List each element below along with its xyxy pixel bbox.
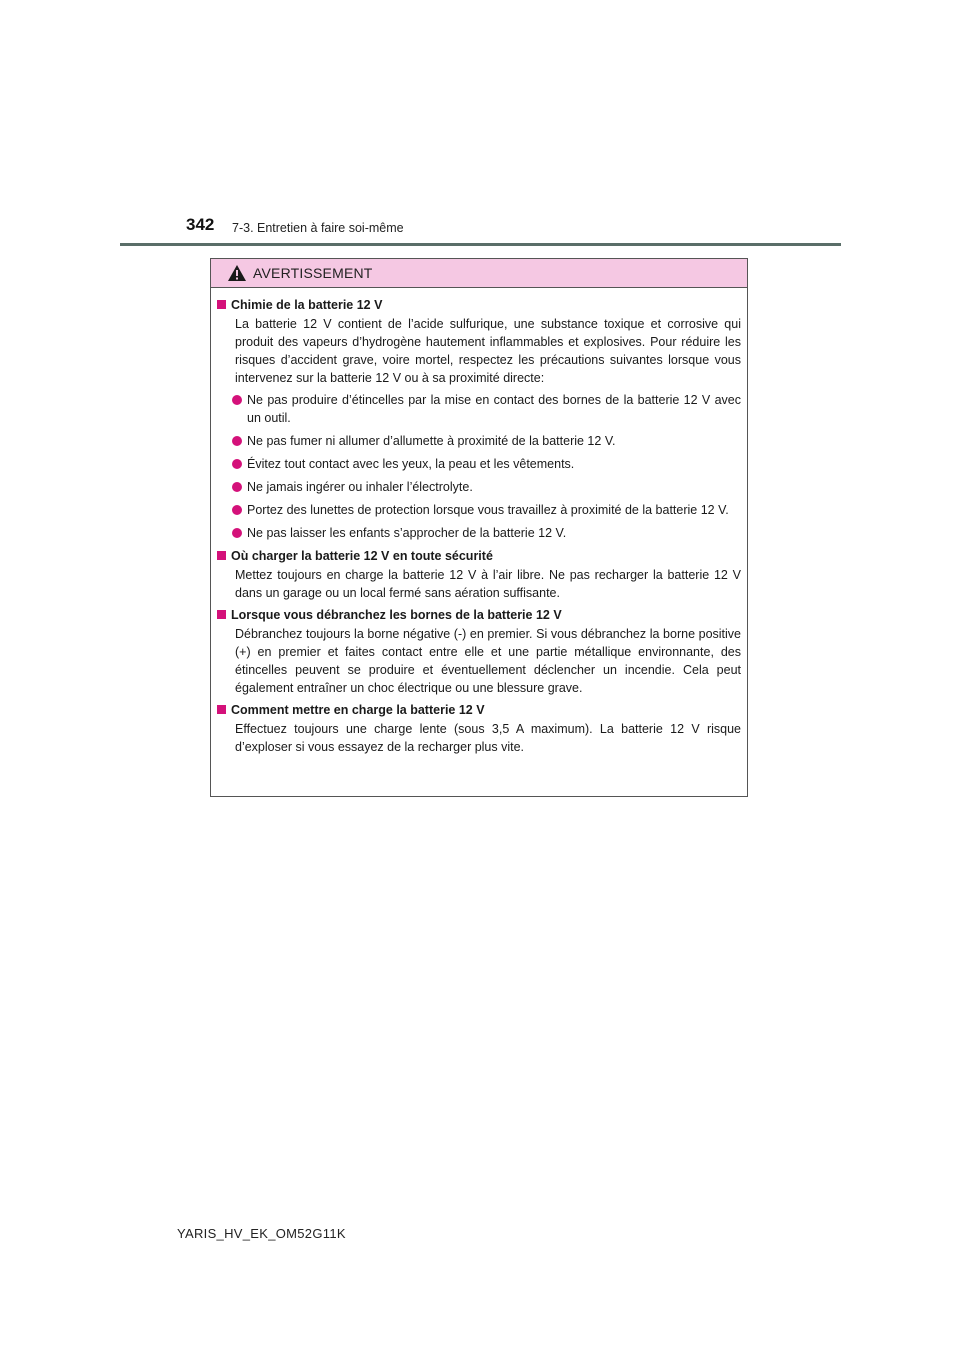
- item-heading: [217, 547, 741, 565]
- square-bullet-icon: [217, 705, 226, 714]
- list-item-text: Portez des lunettes de protection lorsque vous travaillez à proximité de la batterie 12 V.: [247, 503, 729, 517]
- list-item: [232, 501, 741, 519]
- section-title: 7-3. Entretien à faire soi-même: [232, 221, 404, 235]
- item-heading-text: Lorsque vous débranchez les bornes de la batterie 12 V: [231, 608, 562, 622]
- list-item-text: Ne pas produire d’étincelles par la mise en contact des bornes de la batterie 12 V avec un outil.: [247, 393, 741, 425]
- round-bullet-icon: [232, 528, 242, 538]
- warning-body: [211, 288, 747, 756]
- square-bullet-icon: [217, 551, 226, 560]
- item-heading-text: Comment mettre en charge la batterie 12 V: [231, 703, 485, 717]
- list-item: [232, 524, 741, 542]
- warning-item: [217, 701, 741, 756]
- item-heading-text: Chimie de la batterie 12 V: [231, 298, 383, 312]
- item-heading: [217, 606, 741, 624]
- item-heading: [217, 701, 741, 719]
- round-bullet-icon: [232, 482, 242, 492]
- header-rule: [120, 243, 841, 246]
- item-paragraph: Effectuez toujours une charge lente (sous 3,5 A maximum). La batterie 12 V risque d’exploser si vous essayez de la recharger plus vite.: [235, 722, 741, 754]
- warning-item: [217, 606, 741, 697]
- list-item-text: Ne pas fumer ni allumer d’allumette à proximité de la batterie 12 V.: [247, 434, 616, 448]
- warning-header-label: AVERTISSEMENT: [253, 265, 373, 281]
- warning-triangle-icon: [227, 264, 247, 282]
- document-code: YARIS_HV_EK_OM52G11K: [177, 1226, 346, 1241]
- list-item-text: Ne pas laisser les enfants s’approcher de la batterie 12 V.: [247, 526, 567, 540]
- page-number: 342: [186, 215, 215, 234]
- item-paragraph: Débranchez toujours la borne négative (-) en premier. Si vous débranchez la borne positive (+) en premier et faites contact entre elle et une partie métallique environnante, des étincelles peuvent se produire et éventuellement déclencher un incendie. Cela peut également entraîner un choc électrique ou une blessure grave.: [235, 627, 741, 695]
- item-paragraph: La batterie 12 V contient de l’acide sulfurique, une substance toxique et corrosive qui produit des vapeurs d’hydrogène hautement inflammables et explosives. Pour réduire les risques d’accident grave, voire mortel, respectez les précautions suivantes lorsque vous intervenez sur la batterie 12 V ou à sa proximité directe:: [235, 317, 741, 385]
- round-bullet-icon: [232, 395, 242, 405]
- list-item-text: Ne jamais ingérer ou inhaler l’électrolyte.: [247, 480, 473, 494]
- square-bullet-icon: [217, 300, 226, 309]
- list-item: [232, 391, 741, 427]
- warning-box: [210, 258, 748, 797]
- warning-item: [217, 296, 741, 542]
- list-item: [232, 455, 741, 473]
- list-item-text: Évitez tout contact avec les yeux, la peau et les vêtements.: [247, 457, 575, 471]
- square-bullet-icon: [217, 610, 226, 619]
- round-bullet-icon: [232, 436, 242, 446]
- list-item: [232, 432, 741, 450]
- warning-header: [211, 259, 747, 288]
- item-heading: [217, 296, 741, 314]
- item-paragraph: Mettez toujours en charge la batterie 12 V à l’air libre. Ne pas recharger la batterie 12 V dans un garage ou un local fermé sans aération suffisante.: [235, 568, 741, 600]
- list-item: [232, 478, 741, 496]
- round-bullet-icon: [232, 505, 242, 515]
- warning-item: [217, 547, 741, 602]
- item-heading-text: Où charger la batterie 12 V en toute sécurité: [231, 549, 493, 563]
- round-bullet-icon: [232, 459, 242, 469]
